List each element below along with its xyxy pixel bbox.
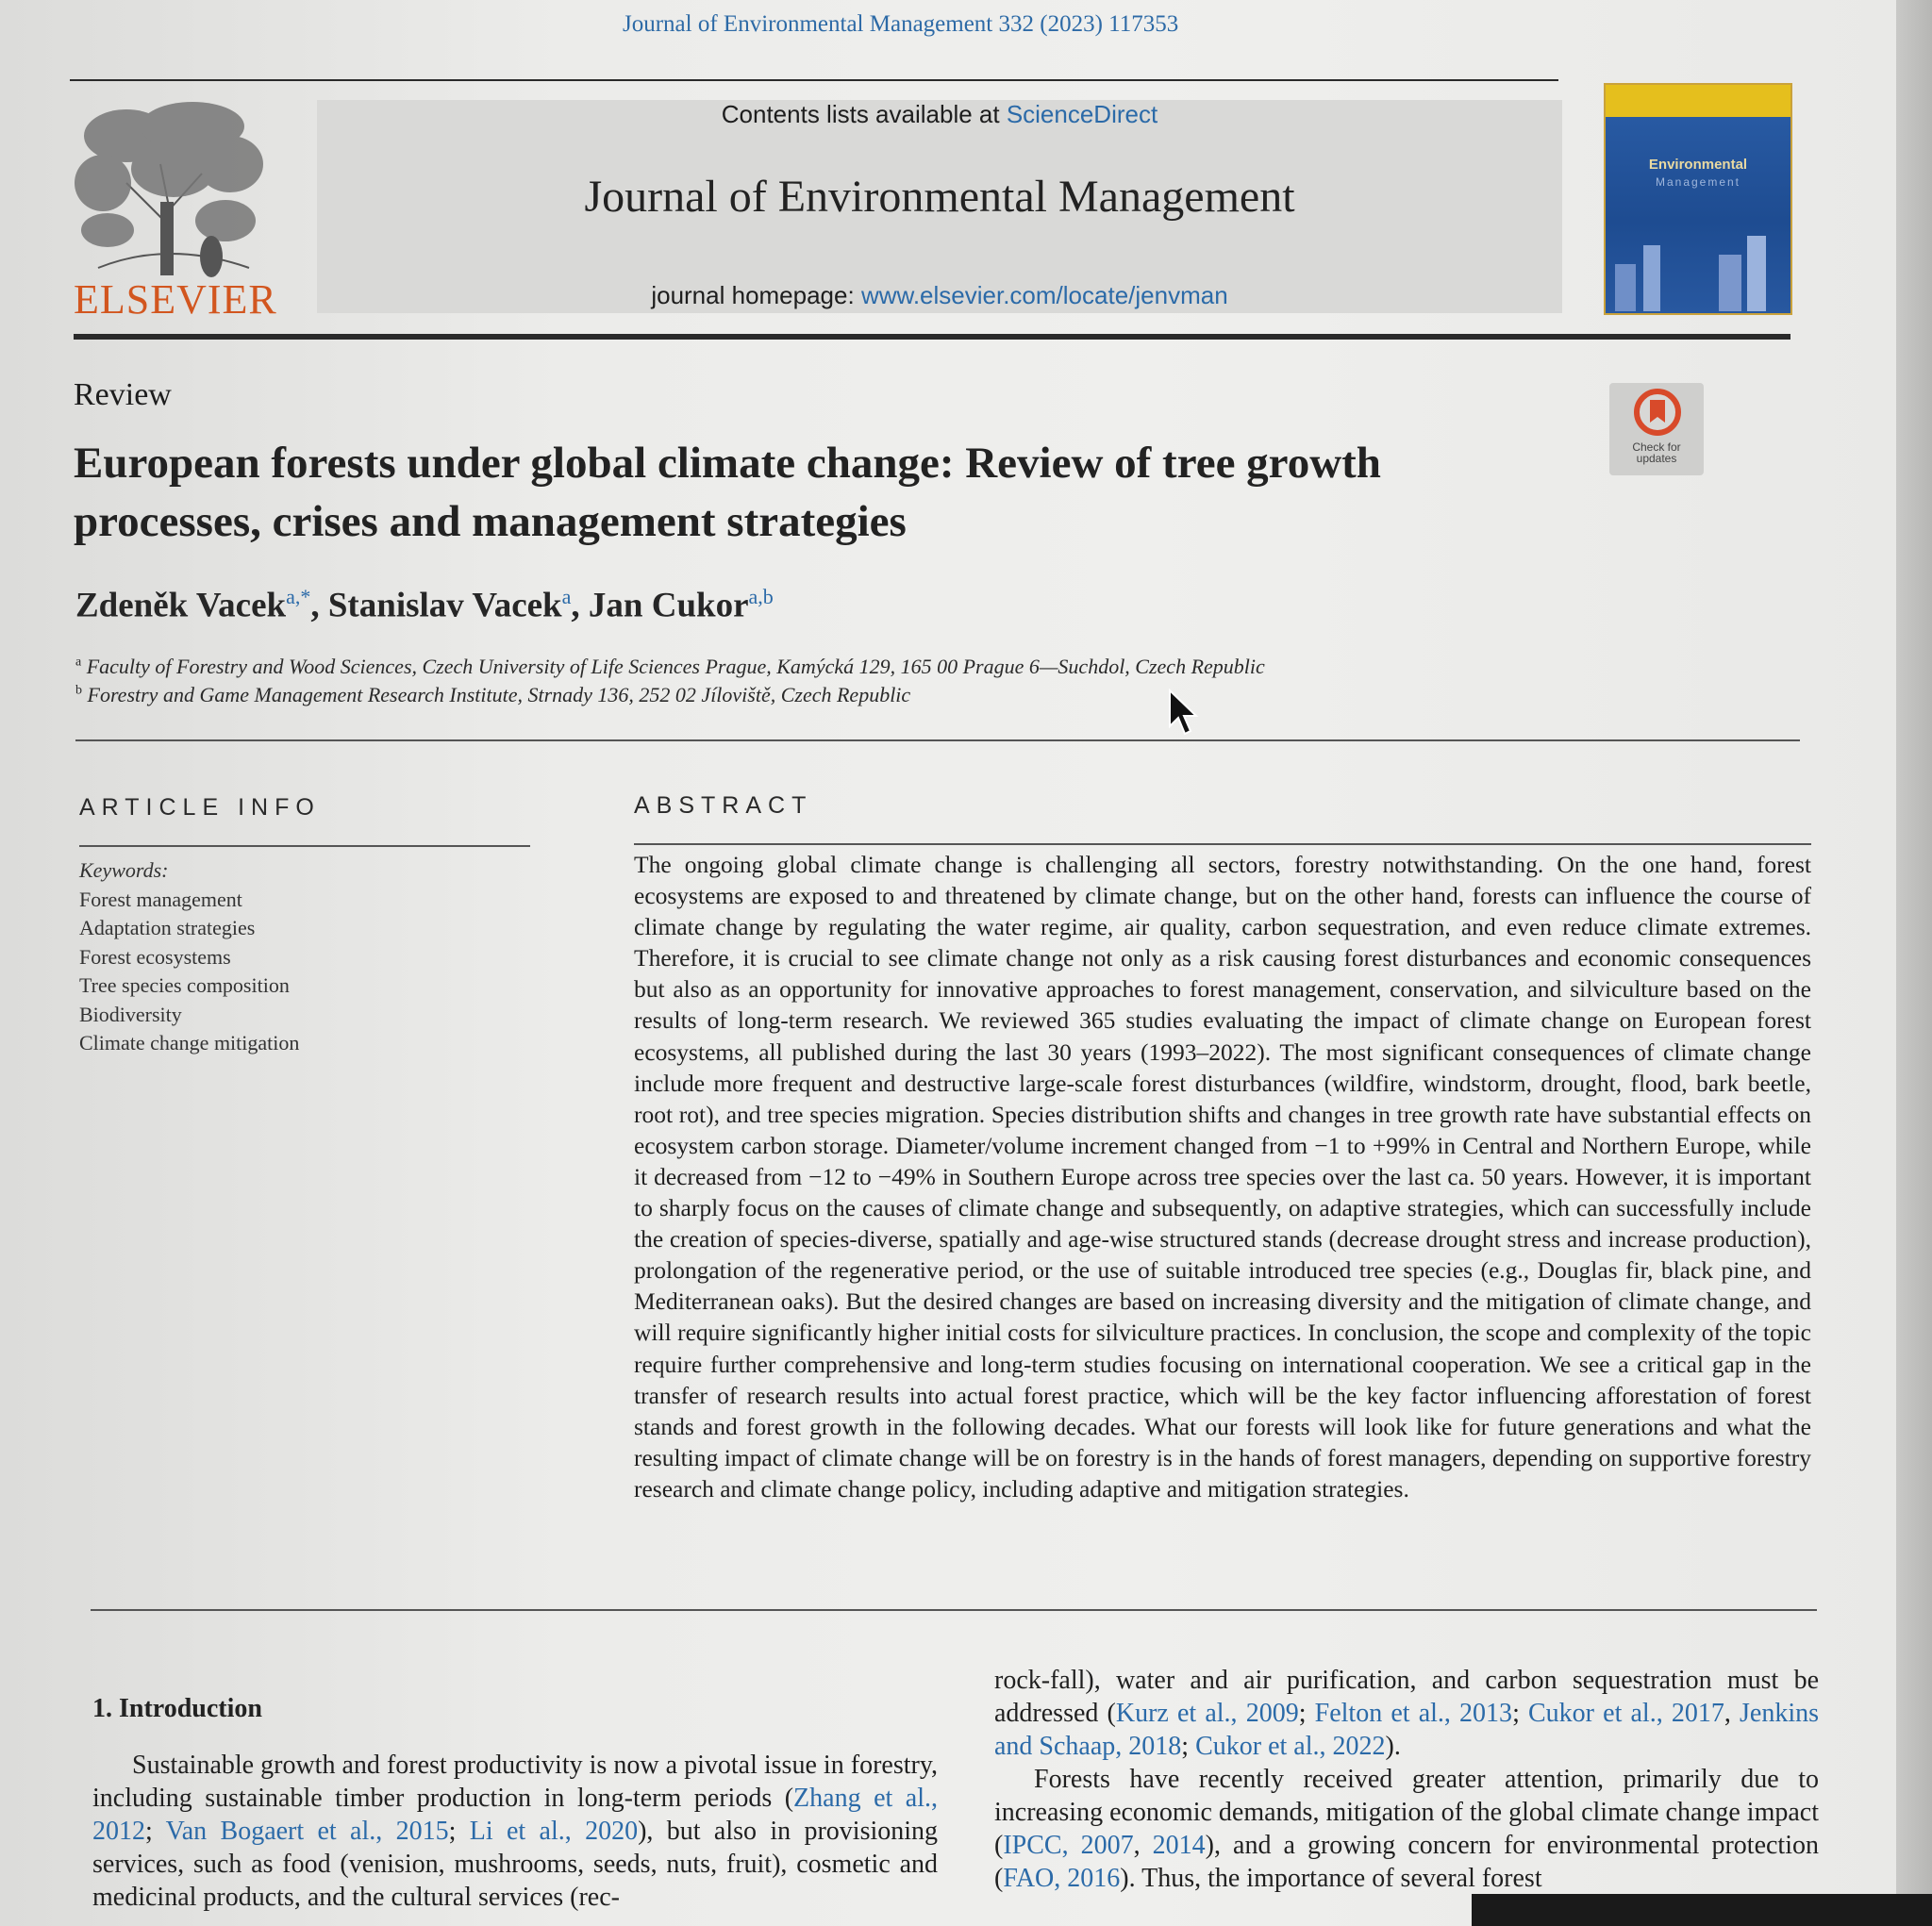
citation-link[interactable]: 2014	[1152, 1831, 1206, 1860]
author-affiliation-mark[interactable]: a,b	[748, 585, 774, 608]
article-title: European forests under global climate change: Review of tree growth processes, crises and management strategies	[74, 439, 1381, 546]
mouse-pointer-icon	[1168, 689, 1200, 738]
elsevier-wordmark: ELSEVIER	[74, 276, 277, 323]
affiliation-b: $^b$ Forestry and Game Management Research Institute, Strnady 136, 252 02 Jíloviště, Czech Republic	[75, 683, 911, 706]
masthead-rule	[74, 334, 1790, 340]
citation-link[interactable]: Kurz et al., 2009	[1115, 1699, 1299, 1728]
citation-link[interactable]: Jenkins and Schaap, 2018	[994, 1699, 1820, 1761]
keyword-item: Climate change mitigation	[79, 1031, 300, 1054]
citation-link[interactable]: Zhang et al., 2012	[92, 1784, 938, 1846]
keyword-item: Biodiversity	[79, 1002, 182, 1026]
citation-link[interactable]: Cukor et al., 2017	[1528, 1699, 1724, 1728]
journal-masthead	[317, 100, 1562, 313]
article-info-rule	[79, 845, 530, 847]
article-type: Review	[74, 377, 172, 412]
author-name[interactable]: Stanislav Vacek	[327, 586, 562, 625]
citation-link[interactable]: IPCC, 2007	[1003, 1831, 1134, 1860]
citation-link[interactable]: Li et al., 2020	[469, 1817, 639, 1846]
journal-name: Journal of Environmental Management	[584, 172, 1295, 222]
intro-paragraph: Sustainable growth and forest productivity is now a pivotal issue in forestry, including sustainable timber production in long-term periods (Zhang et al., 2012; Van Bogaert et al., 2015; Li et al., 2020), but also in provisioning services, such as food (venision, mushrooms, seeds, nuts, fruit), cosmetic and medicinal products, and the cultural services (rec-	[92, 1751, 939, 1912]
running-head[interactable]: Journal of Environmental Management 332 (2023) 117353	[623, 11, 1179, 37]
keyword-item: Forest ecosystems	[79, 944, 231, 969]
author-name[interactable]: Jan Cukor	[588, 586, 749, 625]
homepage-line: journal homepage: www.elsevier.com/locate/jenvman	[651, 281, 1228, 309]
author-name[interactable]: Zdeněk Vacek	[75, 586, 287, 625]
abstract-heading: ABSTRACT	[634, 792, 813, 819]
keyword-item: Tree species composition	[79, 973, 290, 997]
keyword-item: Forest management	[79, 887, 242, 911]
abstract-bottom-rule	[91, 1609, 1817, 1611]
intro-paragraph: Forests have recently received greater attention, primarily due to increasing economic demands, mitigation of the global climate change impact (IPCC, 2007, 2014), and a growing concern for environmental protection (FAO, 2016). Thus, the importance of several forest	[994, 1765, 1819, 1893]
keyword-item: Adaptation strategies	[79, 916, 256, 939]
cover-title: Environmental	[1648, 157, 1748, 173]
intro-left-column	[92, 1749, 938, 1914]
check-for-updates-button[interactable]	[1609, 383, 1704, 475]
author-affiliation-mark[interactable]: a,*	[286, 585, 311, 608]
journal-cover-thumbnail	[1604, 83, 1792, 315]
affiliation-a: $^a$ Faculty of Forestry and Wood Sciences, Czech University of Life Sciences Prague, Kamýcká 129, 165 00 Prague 6—Suchdol, Czech Republic	[75, 655, 1265, 678]
viewer-edge	[1896, 0, 1932, 1926]
intro-paragraph: rock-fall), water and air purification, and carbon sequestration must be addressed (Kurz et al., 2009; Felton et al., 2013; Cukor et al., 2017, Jenkins and Schaap, 2018; Cukor et al., 2022).	[994, 1666, 1820, 1761]
citation-link[interactable]: Felton et al., 2013	[1314, 1699, 1513, 1728]
check-updates-label: Check for updates	[1632, 440, 1681, 465]
intro-right-column	[994, 1664, 1819, 1895]
sciencedirect-link[interactable]: ScienceDirect	[1006, 100, 1158, 128]
citation-link[interactable]: Cukor et al., 2022	[1195, 1732, 1386, 1761]
introduction-heading: 1. Introduction	[92, 1694, 262, 1723]
keywords-list	[79, 856, 299, 1058]
keywords-label: Keywords:	[79, 858, 169, 882]
check-updates-icon	[1634, 389, 1681, 436]
contents-line: Contents lists available at ScienceDirect	[721, 100, 1158, 128]
viewer-bottom-bar	[1472, 1894, 1932, 1926]
cover-subtitle: Management	[1655, 175, 1741, 189]
article-info-heading: ARTICLE INFO	[79, 794, 321, 821]
journal-homepage-link[interactable]: www.elsevier.com/locate/jenvman	[860, 281, 1228, 309]
citation-link[interactable]: FAO, 2016	[1003, 1864, 1121, 1893]
citation-link[interactable]: Van Bogaert et al., 2015	[165, 1817, 449, 1846]
affiliation-rule	[75, 739, 1800, 741]
author-list: Zdeněk Vacek$^{a,*}$, Stanislav Vacek$^a$, Jan Cukor$^{a,b}$	[75, 585, 774, 625]
header-rule	[70, 79, 1558, 81]
abstract-text: The ongoing global climate change is challenging all sectors, forestry notwithstanding. On the one hand, forest ecosystems are exposed to and threatened by climate change, but on the other hand, forests can influence the course of climate change by regulating the water regime, air quality, carbon sequestration, and even reduce climate extremes. Therefore, it is crucial to see climate change not only as a risk causing forest disturbances and economic consequences but also as an opportunity for innovative approaches to forest management, conservation, and silviculture based on the results of long-term research. We reviewed 365 studies evaluating the impact of climate change on European forest ecosystems, all published during the last 30 years (1993–2022). The most significant consequences of climate change include more frequent and destructive large-scale forest disturbances (wildfire, windstorm, drought, flood, bark beetle, root rot), and tree species migration. Species distribution shifts and changes in tree growth rate have substantial effects on ecosystem carbon storage. Diameter/volume increment changed from −1 to +99% in Central and Northern Europe, while it decreased from −12 to −49% in Southern Europe across tree species over the last ca. 50 years. However, it is important to sharply focus on the causes of climate change and subsequently, on adaptive strategies, which can successfully include the creation of species-diverse, spatially and age-wise structured stands (decrease drought stress and increase production), prolongation of the regenerative period, or the use of suitable introduced tree species (e.g., Douglas fir, black pine, and Mediterranean oaks). But the desired changes are based on increasing diversity and the mitigation of climate change, and will require significantly higher initial costs for silviculture practices. In conclusion, the scope and complexity of the topic require further comprehensive and long-term studies focusing on international cooperation. We see a critical gap in the transfer of research results into actual forest practice, which will be the key factor influencing afforestation of forest stands and forest growth in the following decades. What our forests will look like for future generations and what the resulting impact of climate change will be on forestry is in the hands of forest managers, depending on supportive forestry research and climate change policy, including adaptive and mitigation strategies.	[634, 851, 1811, 1503]
cover-band	[1606, 85, 1790, 117]
author-affiliation-mark[interactable]: a	[561, 585, 572, 608]
cover-city-image	[1606, 226, 1790, 311]
abstract-rule	[634, 843, 1811, 845]
